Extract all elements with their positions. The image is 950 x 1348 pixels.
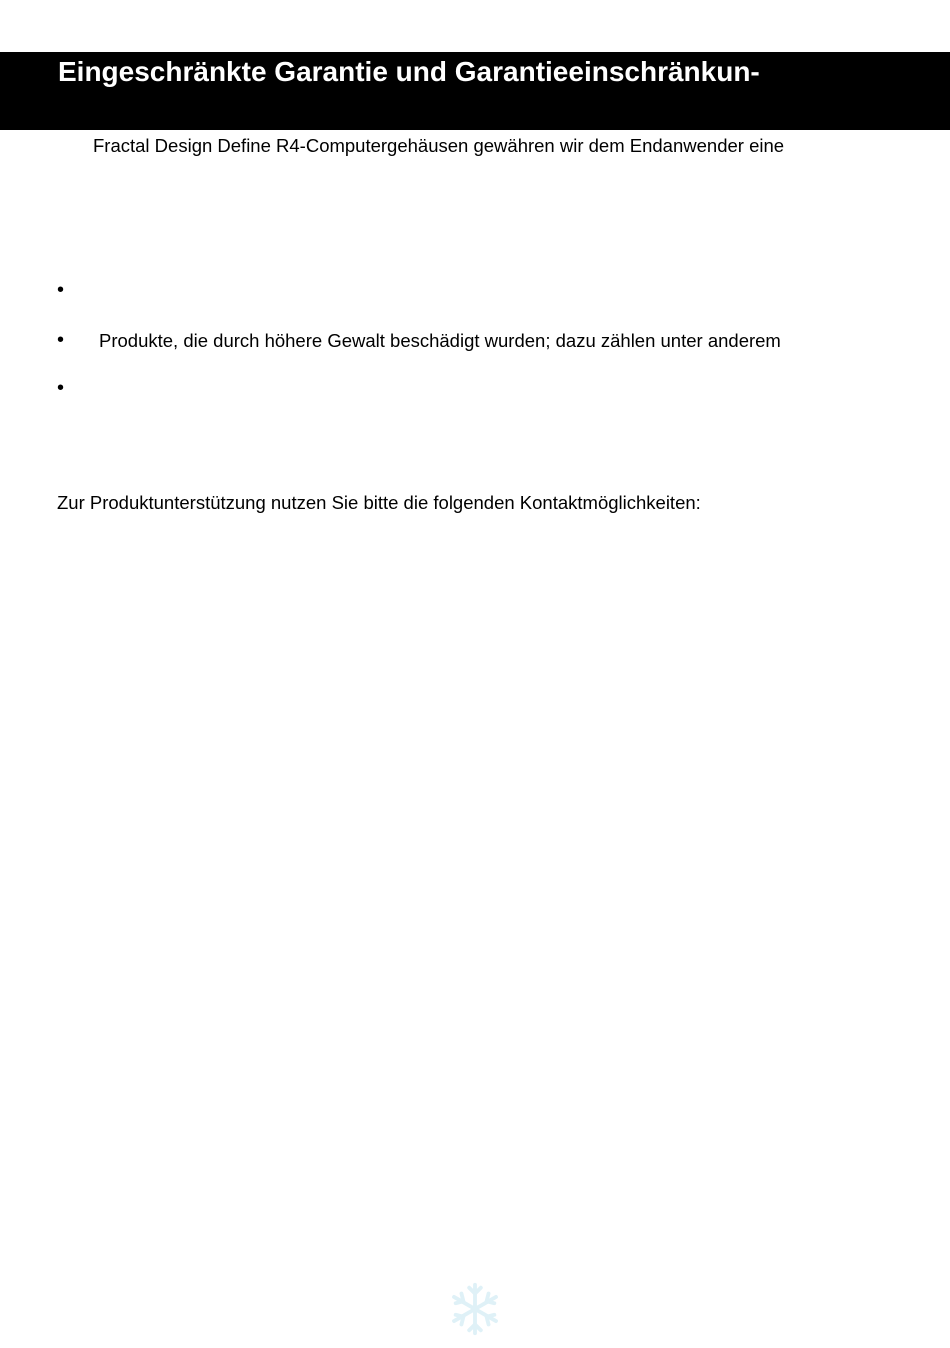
support-text: Zur Produktunterstützung nutzen Sie bitte die folgenden Kontaktmöglichkeiten: xyxy=(57,492,701,513)
title-bar xyxy=(0,52,950,130)
bullet-text: Produkte, die durch höhere Gewalt beschädigt wurden; dazu zählen unter anderem xyxy=(99,330,781,351)
bullet-marker: • xyxy=(57,329,65,351)
page-title: Eingeschränkte Garantie und Garantieeinschränkun- xyxy=(58,56,760,87)
snowflake-icon xyxy=(446,1280,504,1338)
bullet-marker: • xyxy=(57,377,65,399)
bullet-marker: • xyxy=(57,279,65,301)
intro-paragraph: Fractal Design Define R4-Computergehäusen gewähren wir dem Endanwender eine xyxy=(93,135,785,156)
